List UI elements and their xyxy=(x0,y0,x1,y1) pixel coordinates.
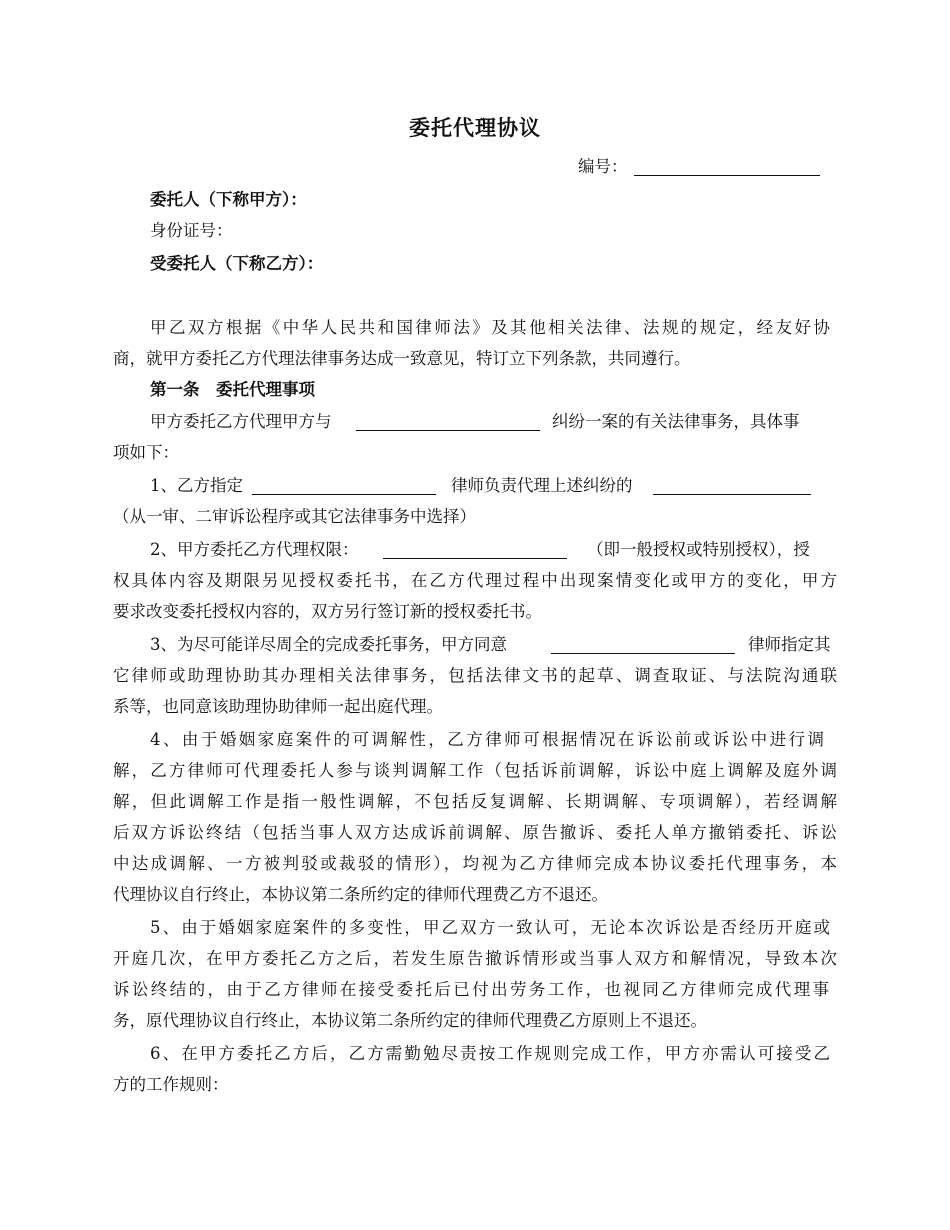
id-label: 身份证号： xyxy=(150,221,233,240)
id-line xyxy=(0,216,950,246)
principal-label: 委托人（下称甲方）： xyxy=(150,190,307,209)
item-2-line-3: 要求改变委托授权内容的，双方另行签订新的授权委托书。 xyxy=(113,602,542,621)
article-1-heading: 第一条 委托代理事项 xyxy=(150,380,315,399)
number-line xyxy=(0,152,950,182)
procedure-blank xyxy=(653,494,811,495)
item-3-line-2: 它律师或助理协助其办理相关法律事务，包括法律文书的起草、调查取证、与法院沟通联 xyxy=(113,666,837,685)
item-6-line-1: 6、在甲方委托乙方后，乙方需勤勉尽责按工作规则完成工作，甲方亦需认可接受乙 xyxy=(150,1044,830,1063)
item-3-line-1: 3、为尽可能详尽周全的完成委托事务，甲方同意 律师指定其 xyxy=(150,635,831,654)
item-6-line-2: 方的工作规则： xyxy=(113,1075,229,1094)
item-4-line-6: 代理协议自行终止，本协议第二条所约定的律师代理费乙方不退还。 xyxy=(113,885,608,904)
item-4-line-3: 解，但此调解工作是指一般性调解，不包括反复调解、长期调解、专项调解），若经调解 xyxy=(113,792,837,811)
authority-blank xyxy=(383,558,567,559)
number-blank xyxy=(634,175,820,176)
item-4-line-4: 后双方诉讼终结（包括当事人双方达成诉前调解、原告撤诉、委托人单方撤销委托、诉讼 xyxy=(113,823,837,842)
agent-label: 受委托人（下称乙方）： xyxy=(150,254,324,273)
item-1-line-1: 1、乙方指定 律师负责代理上述纠纷的 xyxy=(150,476,633,495)
article-1-line-2: 项如下： xyxy=(113,443,179,462)
item-5-line-1: 5、由于婚姻家庭案件的多变性，甲乙双方一致认可，无论本次诉讼是否经历开庭或 xyxy=(150,918,830,937)
number-label: 编号： xyxy=(578,157,628,176)
item-5-line-4: 务，原代理协议自行终止，本协议第二条所约定的律师代理费乙方原则上不退还。 xyxy=(113,1011,707,1030)
agent-line xyxy=(0,249,950,279)
item-4-line-5: 中达成调解、一方被判驳或裁驳的情形），均视为乙方律师完成本协议委托代理事务，本 xyxy=(113,854,837,873)
item-4-line-2: 解，乙方律师可代理委托人参与谈判调解工作（包括诉前调解，诉讼中庭上调解及庭外调 xyxy=(113,761,837,780)
item-2-line-2: 权具体内容及期限另见授权委托书，在乙方代理过程中出现案情变化或甲方的变化，甲方 xyxy=(113,571,837,590)
dispute-blank xyxy=(356,430,540,431)
item-1-line-2: （从一审、二审诉讼程序或其它法律事务中选择） xyxy=(113,507,476,526)
intro-line-1: 甲乙双方根据《中华人民共和国律师法》及其他相关法律、法规的规定，经友好协 xyxy=(150,318,830,337)
item-3-line-3: 系等，也同意该助理协助律师一起出庭代理。 xyxy=(113,697,443,716)
assist-lawyer-blank xyxy=(551,653,735,654)
item-4-line-1: 4、由于婚姻家庭案件的可调解性，乙方律师可根据情况在诉讼前或诉讼中进行调 xyxy=(150,730,824,749)
item-5-line-3: 诉讼终结的，由于乙方律师在接受委托后已付出劳务工作，也视同乙方律师完成代理事 xyxy=(113,980,829,999)
intro-line-2: 商，就甲方委托乙方代理法律事务达成一致意见，特订立下列条款，共同遵行。 xyxy=(113,349,691,368)
document-title: 委托代理协议 xyxy=(409,116,541,140)
item-2-line-1: 2、甲方委托乙方代理权限： （即一般授权或特别授权），授 xyxy=(150,540,810,559)
article-1-line-1: 甲方委托乙方代理甲方与 纠纷一案的有关法律事务，具体事 xyxy=(150,412,800,431)
lawyer-blank xyxy=(252,494,436,495)
item-5-line-2: 开庭几次，在甲方委托乙方之后，若发生原告撤诉情形或当事人双方和解情况，导致本次 xyxy=(113,949,837,968)
principal-line xyxy=(0,185,950,215)
